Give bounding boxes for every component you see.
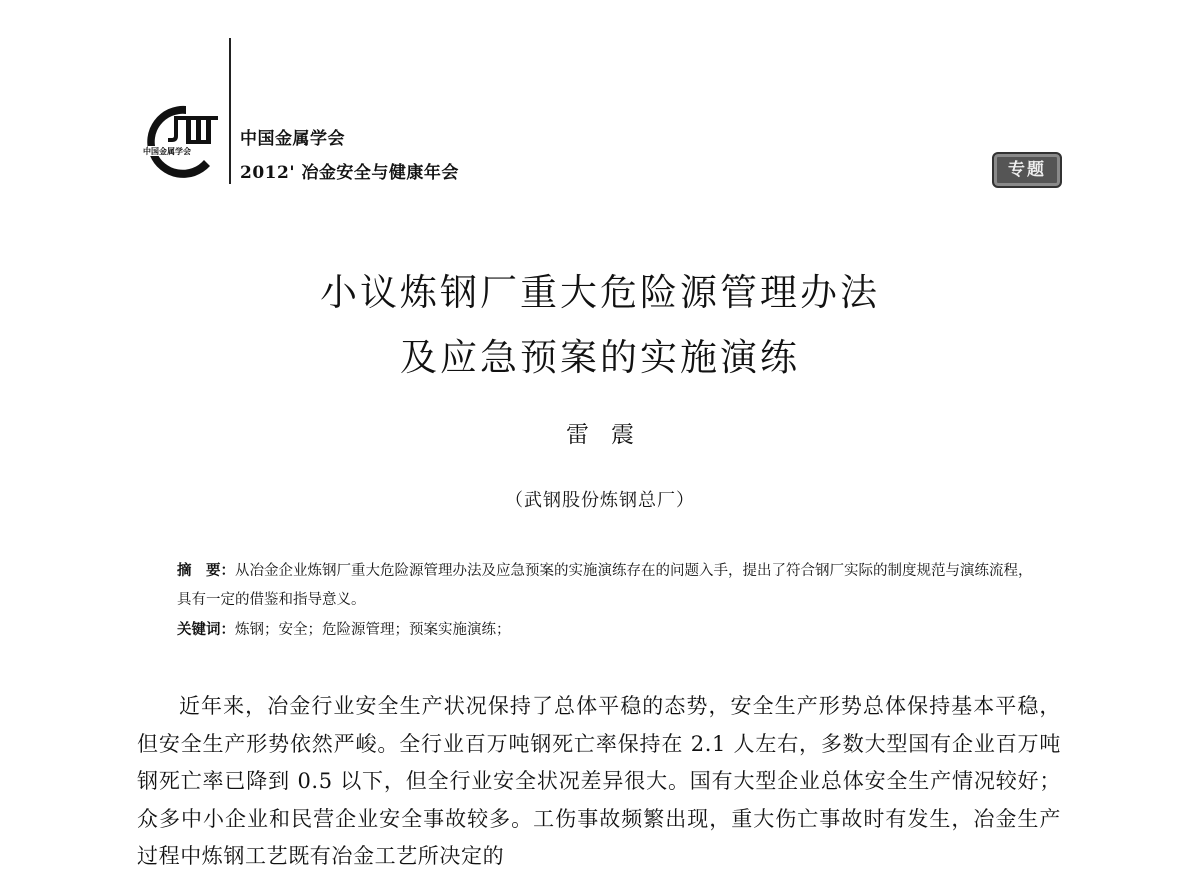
abstract-section — [177, 556, 1037, 645]
body-section — [137, 688, 1061, 876]
keywords-text: 炼钢；安全；危险源管理；预案实施演练； — [235, 622, 511, 638]
abstract-label: 摘 要： — [177, 562, 235, 579]
keywords-paragraph — [177, 615, 1037, 645]
header-divider — [229, 38, 231, 184]
organization-name: 中国金属学会 — [240, 129, 345, 149]
abstract-text: 从冶金企业炼钢厂重大危险源管理办法及应急预案的实施演练存在的问题入手，提出了符合钢厂实际的制度规范与演练流程，具有一定的借鉴和指导意义。 — [177, 563, 1033, 608]
svg-text:中国金属学会: 中国金属学会 — [143, 147, 191, 156]
author-affiliation: （武钢股份炼钢总厂） — [505, 490, 695, 511]
conference-name: 2012' 冶金安全与健康年会 — [240, 163, 459, 183]
author-name: 雷震 — [566, 422, 656, 448]
abstract-paragraph — [177, 556, 1037, 615]
society-logo-icon — [134, 100, 224, 180]
paper-title-line-1: 小议炼钢厂重大危险源管理办法 — [320, 271, 880, 314]
keywords-label: 关键词： — [177, 621, 235, 638]
body-paragraph: 近年来，冶金行业安全生产状况保持了总体平稳的态势，安全生产形势总体保持基本平稳，但安全生产形势依然严峻。全行业百万吨钢死亡率保持在 2.1 人左右，多数大型国有企业百万吨钢死亡率已降到 0.5 以下，但全行业安全状况差异很大。国有大型企业总体安全生产情况较好；众多中小企业和民营企业安全事故较多。工伤事故频繁出现，重大伤亡事故时有发生，冶金生产过程中炼钢工艺既有冶金工艺所决定的 — [137, 694, 1061, 868]
paper-title-line-2: 及应急预案的实施演练 — [400, 336, 800, 379]
section-badge: 专题 — [992, 152, 1062, 188]
